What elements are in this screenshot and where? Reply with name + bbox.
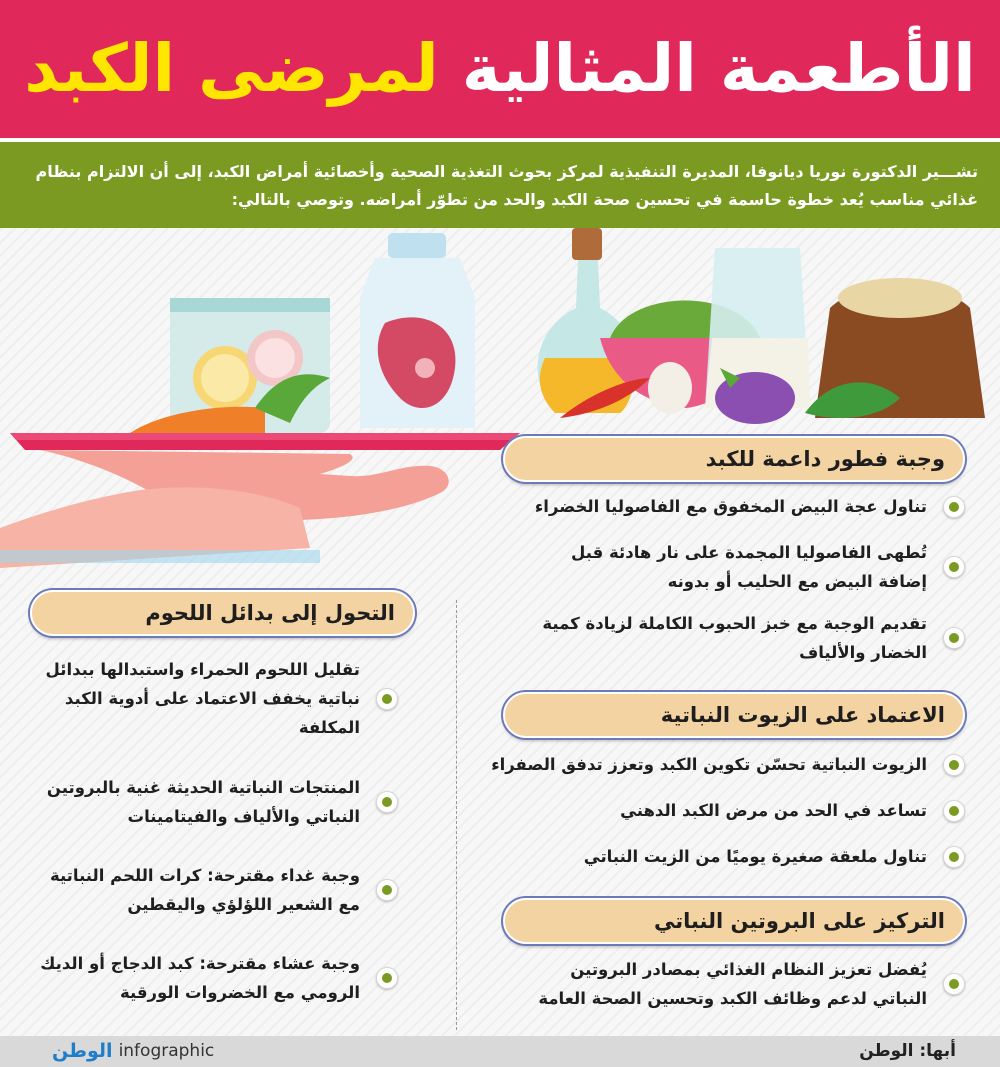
bullet-icon [943,496,965,518]
meat-items [30,655,398,1025]
page-title [24,30,976,107]
bullet-icon [943,973,965,995]
bullet-icon [943,800,965,822]
header-banner [0,0,1000,138]
list-item [35,773,398,831]
hand-with-tray-icon [0,433,520,568]
meat-bottle-icon [360,233,475,428]
list-item-text: تساعد في الحد من مرض الكبد الدهني [620,801,927,820]
list-item [527,609,965,667]
list-item [487,842,965,871]
list-item-text: تناول عجة البيض المخفوق مع الفاصوليا الخضراء [534,497,927,516]
section-header-meat [30,590,415,636]
list-item-text: الزيوت النباتية تحسّن تكوين الكبد وتعزز تدفق الصفراء [491,755,927,774]
footer-credit: أبها: الوطن [859,1041,956,1061]
protein-items [470,955,965,1025]
intro-paragraph: تشـــير الدكتورة نوريا ديانوفا، المديرة التنفيذية لمركز بحوث التغذية الصحية وأخصائية أمراض الكبد، إلى أن الالتزام بنظام غذائي مناسب يُعد خطوة حاسمة في تحسين صحة الكبد والحد من تطوّر أمراضه. وتوصي بالتالي: [0,142,1000,228]
section-title-protein: التركيز على البروتين النباتي [653,909,945,933]
fruit-bag-icon [130,298,330,433]
list-item [487,796,965,825]
infographic-label: infographic [118,1041,215,1061]
section-title-meat: التحول إلى بدائل اللحوم [145,601,395,625]
bullet-icon [943,754,965,776]
list-item-text: وجبة غداء مقترحة: كرات اللحم النباتية مع الشعير اللؤلؤي واليقطين [49,866,360,914]
bullet-icon [376,967,398,989]
bullet-icon [376,879,398,901]
list-item [487,750,965,779]
list-item [487,492,965,521]
title-part-2: لمرضى الكبد [24,30,439,107]
bullet-icon [376,688,398,710]
section-header-oils [503,692,965,738]
breakfast-items [470,488,965,678]
footer-branding [52,1040,214,1062]
list-item [35,861,398,919]
list-item-text: يُفضل تعزيز النظام الغذائي بمصادر البروتين النباتي لدعم وظائف الكبد وتحسين الصحة العامة [538,960,927,1008]
bullet-icon [376,791,398,813]
list-item-text: تُطهى الفاصوليا المجمدة على نار هادئة قبل إضافة البيض مع الحليب أو بدونه [571,543,927,591]
bullet-icon [943,627,965,649]
list-item-text: وجبة عشاء مقترحة: كبد الدجاج أو الديك الرومي مع الخضروات الورقية [40,954,360,1002]
list-item-text: تقليل اللحوم الحمراء واستبدالها ببدائل نباتية يخفف الاعتماد على أدوية الكبد المكلفة [45,660,360,737]
list-item [35,655,398,742]
list-item-text: المنتجات النباتية الحديثة غنية بالبروتين النباتي والألياف والفيتامينات [46,778,360,826]
footer-bar [0,1036,1000,1067]
oils-items [470,748,965,878]
section-title-oils: الاعتماد على الزيوت النباتية [660,703,945,727]
brand-logo: الوطن [52,1040,113,1062]
section-header-breakfast [503,436,965,482]
title-part-1: الأطعمة المثالية [461,30,976,107]
section-header-protein [503,898,965,944]
list-item [527,538,965,596]
list-item [35,949,398,1007]
column-divider [456,600,457,1030]
list-item [517,955,965,1013]
bullet-icon [943,556,965,578]
list-item-text: تقديم الوجبة مع خبز الحبوب الكاملة لزيادة كمية الخضار والألياف [542,614,927,662]
list-item-text: تناول ملعقة صغيرة يوميًا من الزيت النباتي [583,847,927,866]
bullet-icon [943,846,965,868]
section-title-breakfast: وجبة فطور داعمة للكبد [705,447,945,471]
grain-sack-icon [805,278,985,418]
